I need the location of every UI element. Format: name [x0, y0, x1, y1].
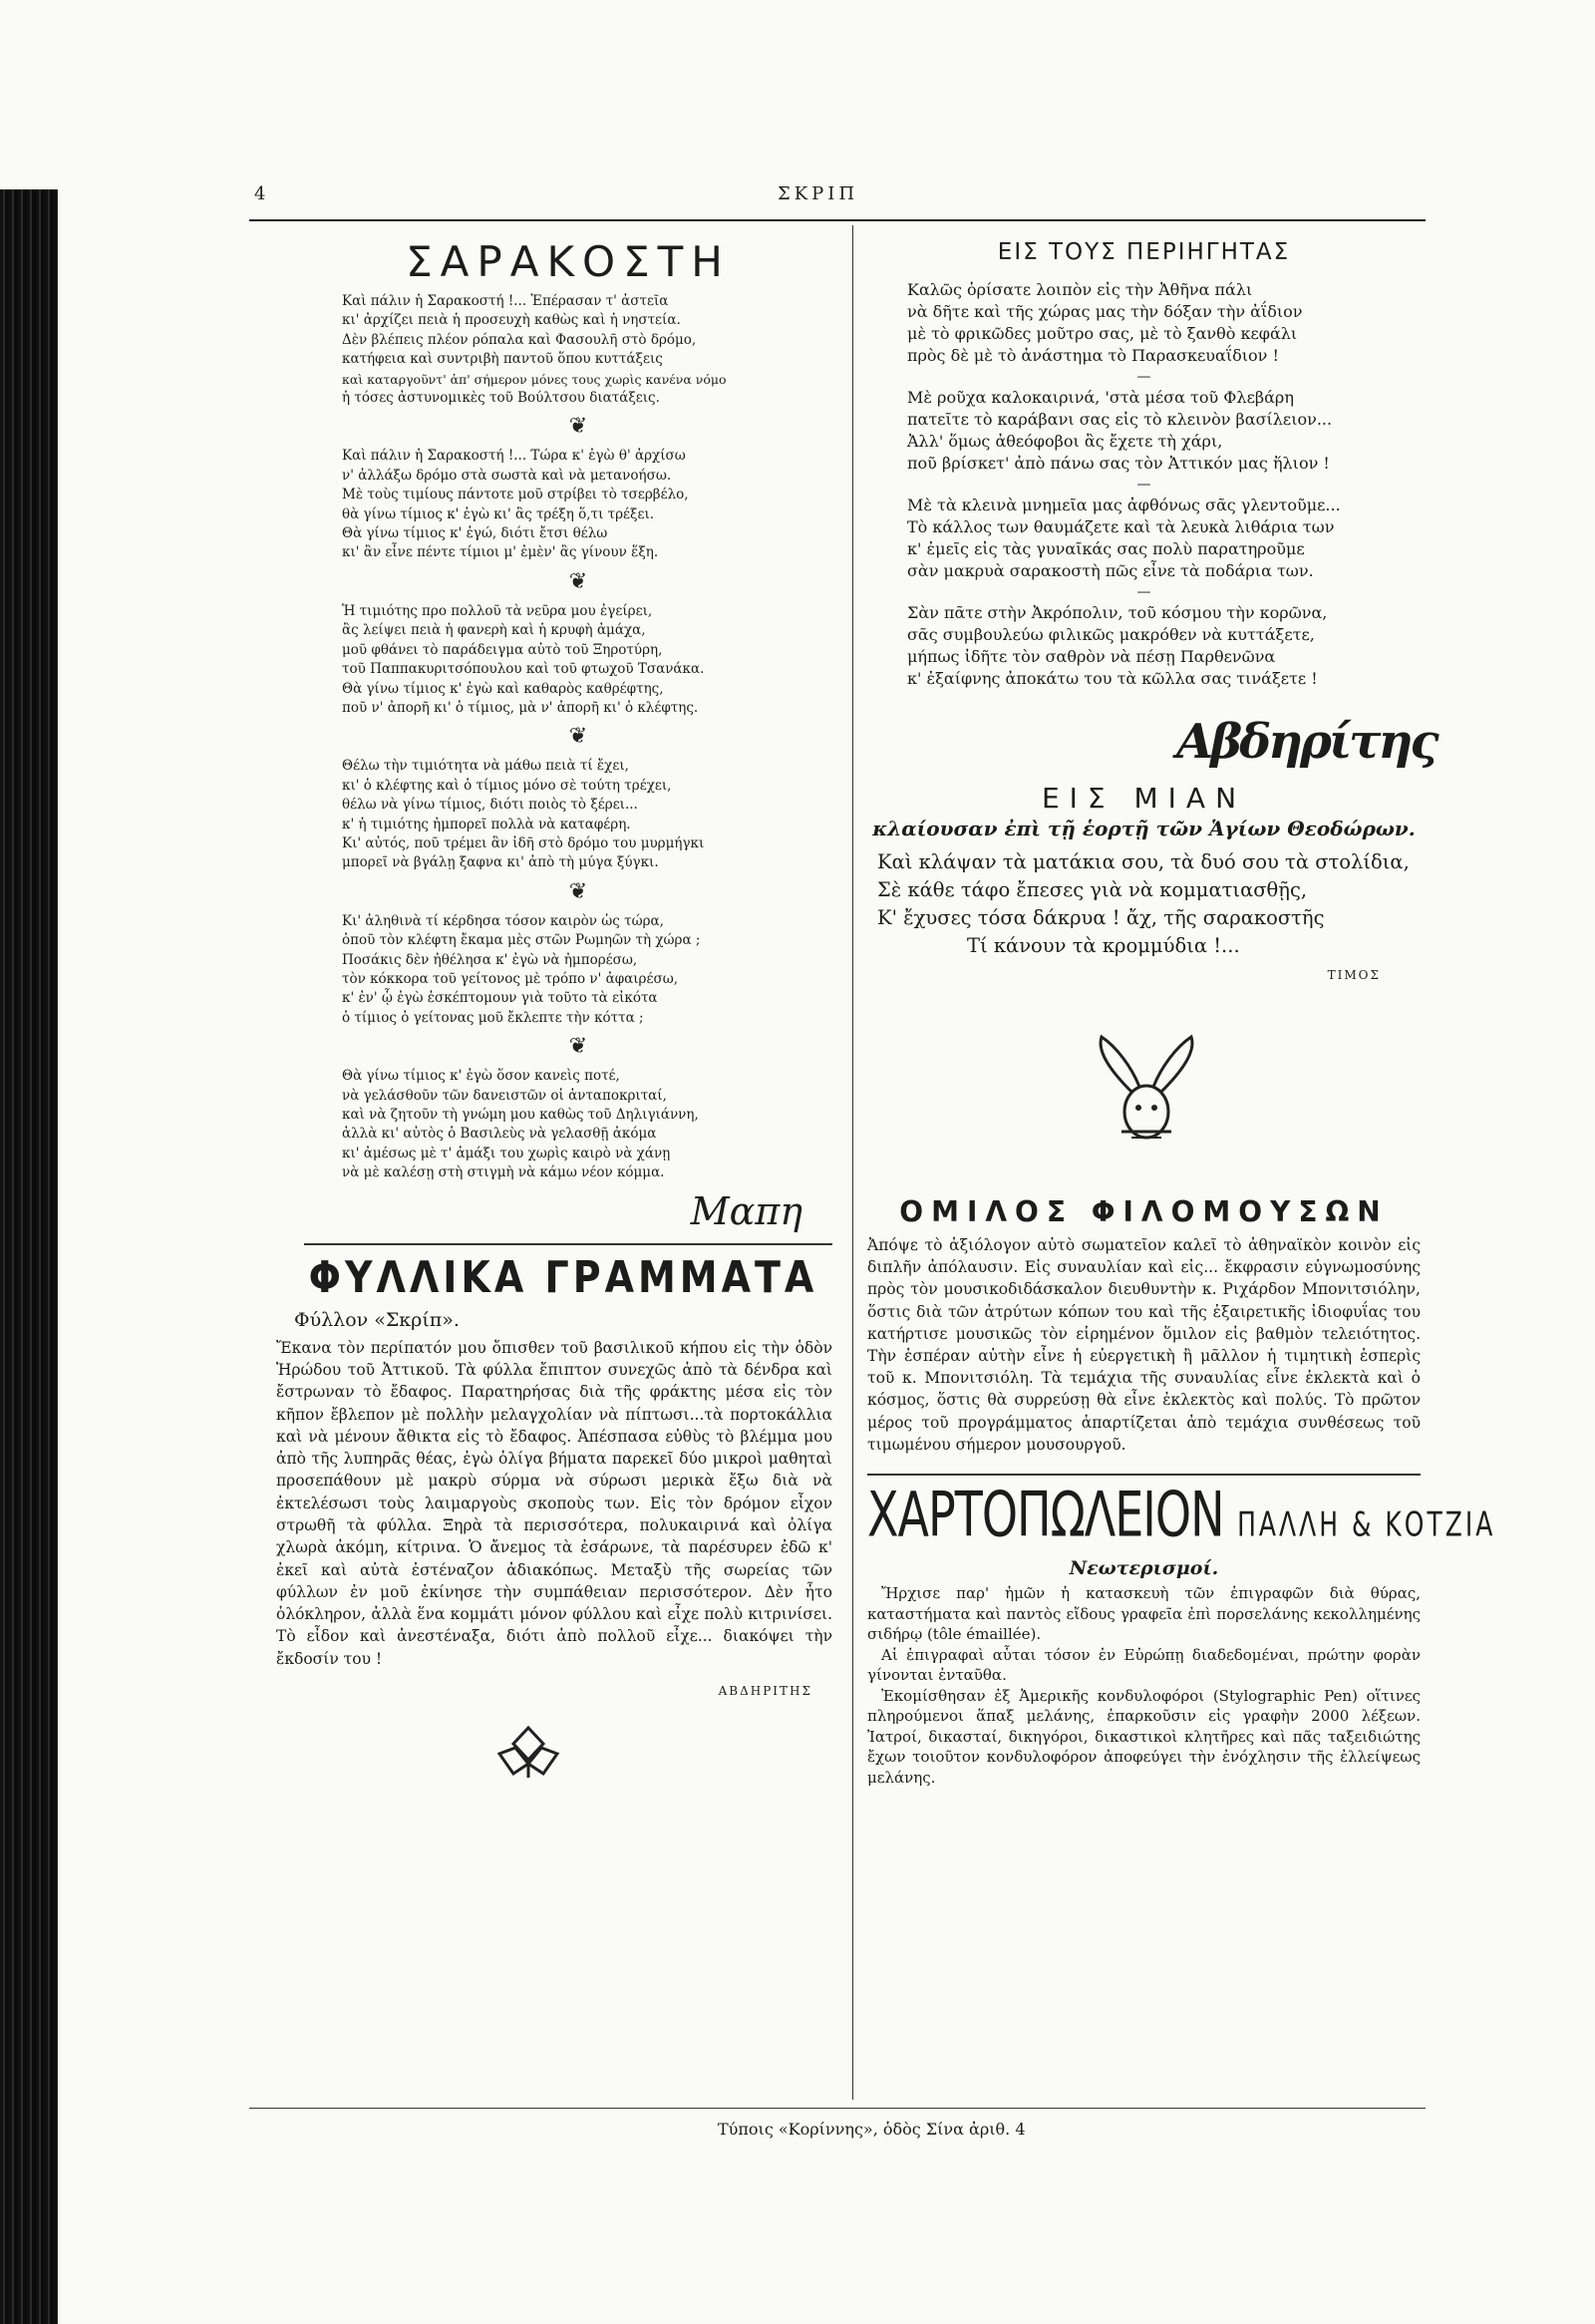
leaf-ornament-icon: ❦ [568, 568, 588, 594]
verse-line: Ποσάκις δὲν ἠθέλησα κ' ἐγὼ νὰ ἠμπορέσω, [342, 951, 638, 968]
verse-line: ὁποῦ τὸν κλέφτη ἔκαμα μὲς στῶν Ρωμηῶν τὴ χώρα ; [342, 932, 701, 949]
stanza-dash: — [1136, 369, 1151, 385]
verse-line: κ' ἐμεῖς εἰς τὰς γυναῖκάς σας πολὺ παρατηροῦμε [907, 539, 1305, 558]
verse-line: μοῦ φθάνει τὸ παράδειγμα αὐτὸ τοῦ Ξηροτύρη, [342, 641, 663, 658]
page-number: 4 [254, 183, 266, 204]
xartopoleion-title-rest: ΠΑΛΛΗ & ΚΟΤΖΙΑ [1237, 1504, 1496, 1544]
stanza-4 [342, 757, 832, 872]
periigitas-stanza-2 [907, 387, 1421, 475]
leaf-ornament-icon: ❦ [568, 724, 588, 750]
stanza-6 [342, 1067, 832, 1182]
section-divider [867, 1474, 1421, 1476]
verse-line: Δὲν βλέπεις πλέον ρόπαλα καὶ Φασουλῆ στὸ δρόμο, [342, 331, 697, 348]
right-column [867, 225, 1496, 1788]
verse-line: καὶ καταργοῦντ' ἀπ' σήμερον μόνες τους χωρὶς κανένα νόμο [342, 371, 727, 387]
sarakosti-title: ΣΑΡΑΚΟΣΤΗ [406, 237, 731, 286]
stanza-1 [342, 292, 832, 408]
verse-line: κατήφεια καὶ συντριβὴ παντοῦ ὅπου κυττάξεις [342, 351, 663, 368]
verse-line: σᾶς συμβουλεύω φιλικῶς μακρόθεν νὰ κυττάξετε, [907, 625, 1315, 644]
printer-footer: Τύποις «Κορίννης», ὁδὸς Σίνα ἀριθ. 4 [718, 2120, 1026, 2139]
xartopoleion-title [867, 1478, 1496, 1551]
verse-line: κ' ἡ τιμιότης ἠμπορεῖ πολλὰ νὰ καταφέρη. [342, 816, 631, 832]
verse-line: ἡ τόσες ἀστυνομικὲς τοῦ Βούλτσου διατάξεις. [342, 390, 660, 407]
mian-subtitle: κλαίουσαν ἐπὶ τῇ ἑορτῇ τῶν Ἁγίων Θεοδώρων. [872, 817, 1416, 840]
verse-line: καὶ νὰ ζητοῦν τὴ γνώμη μου καθὼς τοῦ Δηλιγιάννη, [342, 1107, 699, 1123]
verse-line: νὰ γελάσθοῦν τῶν δανειστῶν οἱ ἀνταποκριταί, [342, 1087, 667, 1104]
verse-line: Καὶ πάλιν ἡ Σαρακοστή !... Ἐπέρασαν τ' ἀστεῖα [342, 293, 669, 309]
stanza-dash: — [1136, 584, 1151, 600]
verse-line: Θὰ γίνω τίμιος κ' ἐγὼ καὶ καθαρὸς καθρέφτης, [342, 680, 664, 697]
verse-line: Θὰ γίνω τίμιος κ' ἐγώ, διότι ἔτσι θέλω [342, 525, 608, 542]
verse-line: Μὲ τὰ κλεινὰ μνημεῖα μας ἀφθόνως σᾶς γλεντοῦμε... [907, 496, 1341, 514]
periigitas-title: ΕΙΣ ΤΟΥΣ ΠΕΡΙΗΓΗΤΑΣ [997, 239, 1291, 265]
stanza-3 [342, 602, 832, 718]
masthead: ΣΚΡΙΠ [778, 183, 859, 204]
verse-line: Τί κάνουν τὰ κρομμύδια !... [967, 934, 1240, 957]
leaf-ornament-icon: ❦ [568, 414, 588, 440]
mian-title: ΕΙΣ ΜΙΑΝ [1041, 782, 1247, 815]
verse-line: θέλω νὰ γίνω τίμιος, διότι ποιὸς τὸ ξέρει... [342, 797, 638, 814]
verse-line: ν' ἀλλάξω δρόμο στὰ σωστὰ καὶ νὰ μετανοήσω. [342, 467, 672, 484]
sarakosti-signature: Μαπη [690, 1188, 802, 1233]
stanza-5 [342, 912, 832, 1028]
verse-line: Καὶ πάλιν ἡ Σαρακοστή !... Τώρα κ' ἐγὼ θ' ἀρχίσω [342, 448, 686, 465]
verse-line: Τὸ κάλλος των θαυμάζετε καὶ τὰ λευκὰ λιθάρια των [907, 517, 1335, 536]
periigitas-stanza-4 [907, 602, 1421, 690]
verse-line: κι' ἀμέσως μὲ τ' ἀμάξι του χωρὶς καιρὸ νὰ χάνῃ [342, 1145, 671, 1162]
scan-edge [0, 189, 58, 2324]
xartopoleion-title-main: ΧΑΡΤΟΠΩΛΕΙΟΝ [867, 1478, 1224, 1551]
footer-rule [249, 2108, 1426, 2109]
verse-line: κ' ἐν' ᾧ ἐγὼ ἐσκέπτομουν γιὰ τοῦτο τὰ εἰκότα [342, 990, 658, 1007]
verse-line: ἂς λείψει πειὰ ἡ φανερὴ καὶ ἡ κρυφὴ ἀμάχα, [342, 622, 646, 639]
omilos-body: Ἀπόψε τὸ ἀξιόλογον αὐτὸ σωματεῖον καλεῖ τὸ ἀθηναϊκὸν κοινὸν εἰς διπλῆν ἀπόλαυσιν. Εἰς συναυλίαν καὶ εἰς... ἔκφρασιν εὐγνωμοσύνης πρὸς τὸν μουσικοδιδάσκαλον διευθυντὴν κ. Ριχάρδον Μπονιτσιόλην, ὅστις διὰ τῶν ἀτρύτων κόπων του καὶ τῆς ἐξαιρετικῆς ἰδιοφυΐας του κατήρτισε μουσικῶς τὸν εἰρημένον ὅμιλον εἰς βαθμὸν τελειότητος. Τὴν ἑσπέραν αὐτὴν εἶνε ἡ εὐεργετικὴ ἢ μᾶλλον ἡ τιμητικὴ ἑσπερὶς τοῦ κ. Μπονιτσιόλη. Τὰ τεμάχια τῆς συναυλίας εἶνε ἐκλεκτὰ καὶ ὁ κόσμος, ὅστις θὰ συρρεύσῃ θὰ εἶνε ἐκλεκτὸς καὶ πολύς. Τὸ πρῶτον μέρος τοῦ προγράμματος ἀπαρτίζεται ἀπὸ τεμάχια συνθέσεως τοῦ τιμωμένου σήμερον μουσουργοῦ. [867, 1236, 1421, 1454]
verse-line: ποῦ βρίσκετ' ἀπὸ πάνω σας τὸν Ἀττικόν μας ἥλιον ! [907, 454, 1330, 473]
rabbit-head-icon [1092, 1032, 1421, 1156]
mian-author: ΤΙΜΟΣ [1327, 968, 1381, 982]
flower-ornament-icon [493, 1724, 832, 1784]
verse-line: Καλῶς ὁρίσατε λοιπὸν εἰς τὴν Ἀθῆνα πάλι [907, 280, 1253, 299]
verse-line: νὰ μὲ καλέσῃ στὴ στιγμὴ νὰ κάμω νέον κόμμα. [342, 1164, 665, 1181]
verse-line: ἀλλὰ κι' αὐτὸς ὁ Βασιλεὺς νὰ γελασθῇ ἀκόμα [342, 1126, 657, 1143]
verse-line: Ἀλλ' ὅμως ἀθεόφοβοι ἂς ἔχετε τὴ χάρι, [907, 432, 1223, 451]
periigitas-stanza-1 [907, 279, 1421, 367]
periigitas-stanza-3 [907, 495, 1421, 582]
verse-line: Μὲ τοὺς τιμίους πάντοτε μοῦ στρίβει τὸ τσερβέλο, [342, 487, 689, 503]
verse-line: Κι' αὐτός, ποῦ τρέμει ἂν ἰδῆ στὸ δρόμο του μυρμήγκι [342, 834, 705, 851]
verse-line: πρὸς δὲ μὲ τὸ ἀνάστημα τὸ Παρασκευαΐδιον ! [907, 346, 1279, 365]
stanza-2 [342, 447, 832, 562]
verse-line: Καὶ κλάψαν τὰ ματάκια σου, τὰ δυό σου τὰ στολίδια, [877, 850, 1410, 873]
verse-line: Κι' ἀληθινὰ τί κέρδησα τόσον καιρὸν ὡς τώρα, [342, 912, 664, 929]
leaf-ornament-icon: ❦ [568, 1034, 588, 1060]
stanza-dash: — [1136, 477, 1151, 493]
leaf-ornament-icon: ❦ [568, 878, 588, 904]
paragraph: Ἤρχισε παρ' ἡμῶν ἡ κατασκευὴ τῶν ἐπιγραφῶν διὰ θύρας, καταστήματα καὶ παντὸς εἴδους γραφεῖα ἐπὶ πορσελάνης κεκολλημένης σιδήρῳ (tôle émaillée). [867, 1584, 1421, 1644]
verse-line: Θέλω τὴν τιμιότητα νὰ μάθω πειὰ τί ἔχει, [342, 758, 629, 775]
column-rule [852, 225, 853, 2100]
verse-line: πατεῖτε τὸ καράβανι σας εἰς τὸ κλεινὸν βασίλειον... [907, 410, 1333, 429]
paragraph: Αἱ ἐπιγραφαὶ αὗται τόσον ἐν Εὐρώπῃ διαδεδομέναι, πρώτην φορὰν γίνονται ἐνταῦθα. [867, 1645, 1421, 1685]
verse-line: κι' ἀρχίζει πειὰ ἡ προσευχὴ καθὼς καὶ ἡ νηστεία. [342, 312, 681, 329]
mian-poem [877, 848, 1421, 960]
verse-line: Κ' ἔχυσες τόσα δάκρυα ! ἄχ, τῆς σαρακοστῆς [877, 906, 1325, 929]
verse-line: σὰν μακρυὰ σαρακοστὴ πῶς εἶνε τὰ ποδάρια των. [907, 561, 1314, 580]
verse-line: κι' ἂν εἶνε πέντε τίμιοι μ' ἐμὲν' ἂς γίνουν ἕξη. [342, 544, 659, 561]
paragraph: Ἐκομίσθησαν ἐξ Ἀμερικῆς κονδυλοφόροι (Stylographic Pen) οἵτινες πληρούμενοι ἅπαξ μελάνης, ἐπαρκοῦσιν εἰς γραφὴν 2000 λέξεων. Ἰατροί, δικασταί, δικηγόροι, δικαστικοὶ κλητῆρες καὶ πᾶς ταξειδιώτης ἔχων τοιοῦτον κονδυλοφόρον ἀποφεύγει τὴν ἐνόχλησιν τῆς ἐλλείψεως μελάνης. [867, 1686, 1421, 1787]
periigitas-signature: Αβδηρίτης [1176, 714, 1436, 770]
xartopoleion-subtitle: Νεωτερισμοί. [1069, 1557, 1219, 1580]
fyllika-author: ΑΒΔΗΡΙΤΗΣ [718, 1684, 812, 1699]
verse-line: θὰ γίνω τίμιος κ' ἐγὼ κι' ἂς τρέξη ὅ,τι τρέξει. [342, 505, 655, 522]
verse-line: Θὰ γίνω τίμιος κ' ἐγὼ ὅσον κανεὶς ποτέ, [342, 1068, 620, 1085]
verse-line: ὁ τίμιος ὁ γείτονας μοῦ ἔκλεπτε τὴν κόττα ; [342, 1009, 644, 1026]
fyllika-body: Ἔκανα τὸν περίπατόν μου ὄπισθεν τοῦ βασιλικοῦ κήπου εἰς τὴν ὁδὸν Ἡρώδου τοῦ Ἀττικοῦ. Τὰ φύλλα ἔπιπτον συνεχῶς ἀπὸ τὰ δένδρα καὶ ἔστρωναν τὸ ἔδαφος. Παρατηρήσας διὰ τῆς φράκτης μέσα εἰς τὸν κῆπον ἔβλεπον μὲ πολλὴν μελαγχολίαν νὰ πίπτωσι...τὰ πορτοκάλλια καὶ νὰ μένουν ἄθικτα εἰς τὸ ἔδαφος. Ἀπέσπασα εὐθὺς τὸ βλέμμα μου ἀπὸ τῆς λυπηρᾶς θέας, ἐγὼ ὀλίγα βήματα παρεκεῖ δύο μικροὶ μαθηταὶ προσεπάθουν μὲ μακρὺ σύρμα νὰ σύρωσι μερικὰ ἔξω διὰ νὰ ἐκτελέσωσι τοὺς λαιμαργοὺς σκοποὺς των. Εἰς τὸν δρόμον εἶχον στρωθῆ τὰ φύλλα. Ξηρὰ τὰ περισσότερα, πολυκαιρινά καὶ ὀλίγα χλωρὰ ἀκόμη, κίτρινα. Ὁ ἄνεμος τὰ ἐσάρωνε, τὰ παρέσυρεν ἐδῶ κ' ἐκεῖ καὶ αὐτὰ ἐστέναζον ἀδιακόπως. Μεταξὺ τῆς σωρείας τῶν φύλλων ἐν μοῦ ἐκίνησε τὴν συμπάθειαν περισσότερον. Δὲν ἦτο ὁλόκληρον, ἀλλὰ ἕνα κομμάτι μόνον φύλλου καὶ εἶχε πολὺ κιτρινίσει. Τὸ εἶδον καὶ ἀνεστέναξα, διότι ἀπὸ πολλοῦ εἶχε... διακόψει τὴν ἔκδοσίν του ! [276, 1338, 832, 1668]
verse-line: τὸν κόκκορα τοῦ γείτονος μὲ τρόπο ν' ἀφαιρέσω, [342, 970, 679, 987]
fyllika-salutation: Φύλλον «Σκρίπ». [294, 1308, 460, 1331]
verse-line: τοῦ Παππακυριτσόπουλου καὶ τοῦ φτωχοῦ Τσανάκα. [342, 661, 705, 678]
fyllika-title: ΦΥΛΛΙΚΑ ΓΡΑΜΜΑΤΑ [308, 1251, 818, 1302]
section-divider [304, 1243, 832, 1245]
verse-line: μήπως ἰδῆτε τὸν σαθρὸν νὰ πέσῃ Παρθενῶνα [907, 647, 1276, 666]
top-rule [249, 219, 1426, 221]
verse-line: μὲ τὸ φρικῶδες μοῦτρο σας, μὲ τὸ ξανθὸ κεφάλι [907, 324, 1298, 343]
omilos-title: ΟΜΙΛΟΣ ΦΙΛΟΜΟΥΣΩΝ [899, 1195, 1389, 1228]
verse-line: ποῦ ν' ἀπορῆ κι' ὁ τίμιος, μὰ ν' ἀπορῆ κι' ὁ κλέφτης. [342, 699, 699, 716]
verse-line: Ἡ τιμιότης προ πολλοῦ τὰ νεῦρα μου ἐγείρει, [342, 602, 653, 619]
verse-line: Σὲ κάθε τάφο ἔπεσες γιὰ νὰ κομματιασθῇς, [877, 878, 1308, 901]
verse-line: Μὲ ροῦχα καλοκαιρινά, 'στὰ μέσα τοῦ Φλεβάρη [907, 388, 1294, 407]
left-column [264, 225, 832, 1784]
verse-line: νὰ δῆτε καὶ τῆς χώρας μας τὴν δόξαν τὴν ἀΐδιον [907, 302, 1303, 321]
verse-line: κ' ἐξαίφνης ἀποκάτω του τὰ κῶλλα σας τινάξετε ! [907, 669, 1318, 688]
xartopoleion-body [867, 1583, 1421, 1788]
verse-line: κι' ὁ κλέφτης καὶ ὁ τίμιος μόνο σὲ τούτη τρέχει, [342, 777, 672, 794]
verse-line: Σὰν πᾶτε στὴν Ἀκρόπολιν, τοῦ κόσμου τὴν κορῶνα, [907, 603, 1328, 622]
verse-line: μπορεῖ νὰ βγάλῃ ξαφνα κι' ἀπὸ τὴ μύγα ξύγκι. [342, 854, 659, 871]
